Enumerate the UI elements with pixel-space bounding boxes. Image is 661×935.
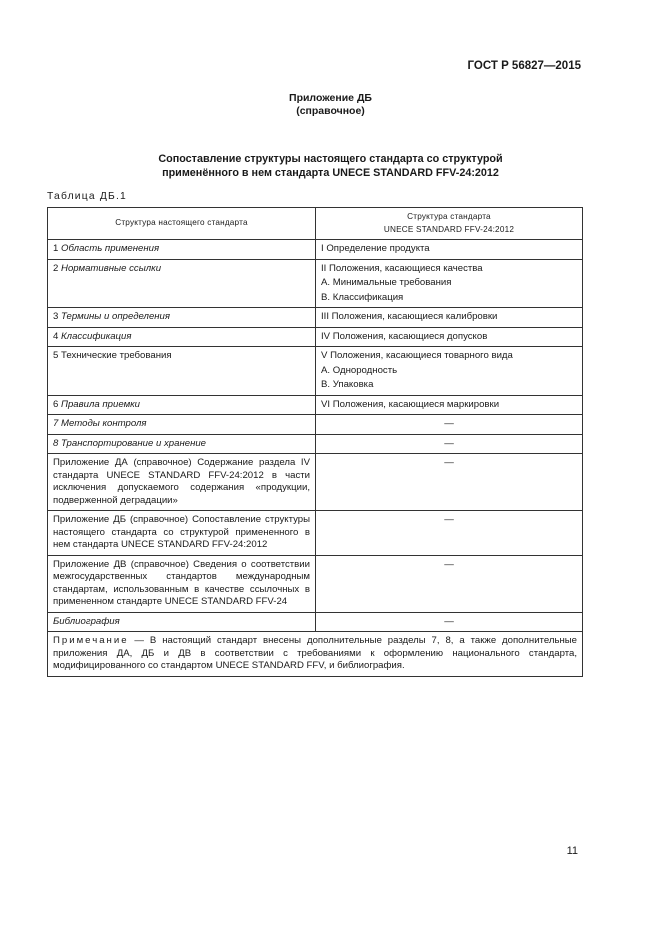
row-left-cell: Библиография xyxy=(48,612,316,632)
row-right-cell: — xyxy=(316,555,583,612)
table-row xyxy=(48,454,583,511)
row-number: 1 xyxy=(53,243,59,254)
standard-id: ГОСТ Р 56827—2015 xyxy=(467,60,581,72)
row-right-cell: — xyxy=(316,415,583,435)
right-line: А. Минимальные требования xyxy=(321,277,452,288)
header-col-2-line-1: Структура стандарта xyxy=(407,212,491,221)
header-col-1: Структура настоящего стандарта xyxy=(48,208,316,240)
row-title: Классификация xyxy=(61,330,132,342)
table-header-row xyxy=(48,208,583,240)
table-row xyxy=(48,327,583,347)
row-left-cell: Приложение ДБ (справочное) Сопоставление структуры настоящего стандарта со структурой примененного в нем стандарта UNECE STANDARD FFV-24:2012 xyxy=(48,511,316,556)
appendix-heading xyxy=(0,92,661,118)
row-number: 3 xyxy=(53,311,59,322)
right-line: VI Положения, касающиеся маркировки xyxy=(321,398,500,410)
table-row xyxy=(48,395,583,415)
table-row xyxy=(48,308,583,328)
right-line: I Определение продукта xyxy=(321,243,430,254)
row-left-cell xyxy=(48,308,316,328)
row-number: 5 xyxy=(53,350,59,361)
table-note xyxy=(48,632,583,677)
row-right-cell: — xyxy=(316,612,583,632)
row-left-cell xyxy=(48,395,316,415)
row-number: 2 xyxy=(53,262,59,274)
row-title: Нормативные ссылки xyxy=(61,262,162,274)
table-note-row xyxy=(48,632,583,677)
row-right-cell xyxy=(316,308,583,328)
row-left-cell: 8 Транспортирование и хранение xyxy=(48,434,316,454)
row-right-cell xyxy=(316,327,583,347)
comparison-table xyxy=(47,207,583,677)
page-number: 11 xyxy=(566,845,578,857)
row-left-cell xyxy=(48,240,316,260)
row-right-cell xyxy=(316,395,583,415)
row-number: 6 xyxy=(53,398,59,410)
right-line: А. Однородность xyxy=(321,364,398,376)
table-row xyxy=(48,240,583,260)
table-row xyxy=(48,511,583,556)
row-number: 4 xyxy=(53,330,59,342)
title-line-2: применённого в нем стандарта UNECE STANDARD FFV-24:2012 xyxy=(162,167,499,179)
title-line-1: Сопоставление структуры настоящего стандарта со структурой xyxy=(158,153,503,165)
table-row xyxy=(48,415,583,435)
row-left-cell xyxy=(48,347,316,396)
table-label: Таблица ДБ.1 xyxy=(47,191,127,202)
row-left-cell: 7 Методы контроля xyxy=(48,415,316,435)
table-row xyxy=(48,347,583,396)
row-right-cell xyxy=(316,347,583,396)
table-row xyxy=(48,612,583,632)
appendix-name: Приложение ДБ xyxy=(289,92,372,104)
document-title xyxy=(0,152,661,180)
row-left-cell xyxy=(48,327,316,347)
row-right-cell xyxy=(316,259,583,308)
table-row xyxy=(48,259,583,308)
row-title: Термины и определения xyxy=(61,311,171,322)
table-row xyxy=(48,555,583,612)
row-right-cell: — xyxy=(316,454,583,511)
row-title: Область применения xyxy=(61,243,160,254)
right-line: II Положения, касающиеся качества xyxy=(321,262,483,274)
right-line: В. Классификация xyxy=(321,291,404,303)
row-left-cell: Приложение ДА (справочное) Содержание раздела IV стандарта UNECE STANDARD FFV-24:2012 в части исключения допускаемого содержания «продукции, подверженной деградации» xyxy=(48,454,316,511)
row-right-cell xyxy=(316,240,583,260)
right-line: IV Положения, касающиеся допусков xyxy=(321,330,488,342)
note-label: Примечание xyxy=(53,635,129,646)
table-row xyxy=(48,434,583,454)
header-col-2-line-2: UNECE STANDARD FFV-24:2012 xyxy=(383,224,515,234)
row-left-cell: Приложение ДВ (справочное) Сведения о соответствии межгосударственных стандартов международным стандартам, использованным в качестве ссылочных в примененном стандарте UNECE STANDARD FFV-24 xyxy=(48,555,316,612)
row-left-cell xyxy=(48,259,316,308)
header-col-2 xyxy=(316,208,583,240)
right-line: В. Упаковка xyxy=(321,379,374,390)
row-right-cell: — xyxy=(316,511,583,556)
row-title: Технические требования xyxy=(61,350,172,361)
right-line: III Положения, касающиеся калибровки xyxy=(321,311,498,322)
appendix-type: (справочное) xyxy=(296,105,365,117)
row-title: Правила приемки xyxy=(61,398,141,410)
row-right-cell: — xyxy=(316,434,583,454)
note-text: — В настоящий стандарт внесены дополнительные разделы 7, 8, а также дополнительные приложения ДА, ДБ и ДВ в соответствии с требованиями к оформлению национального стандарта, модифицированного со стандартом UNECE STANDARD FFV, и библиография. xyxy=(53,635,577,671)
right-line: V Положения, касающиеся товарного вида xyxy=(321,350,513,361)
